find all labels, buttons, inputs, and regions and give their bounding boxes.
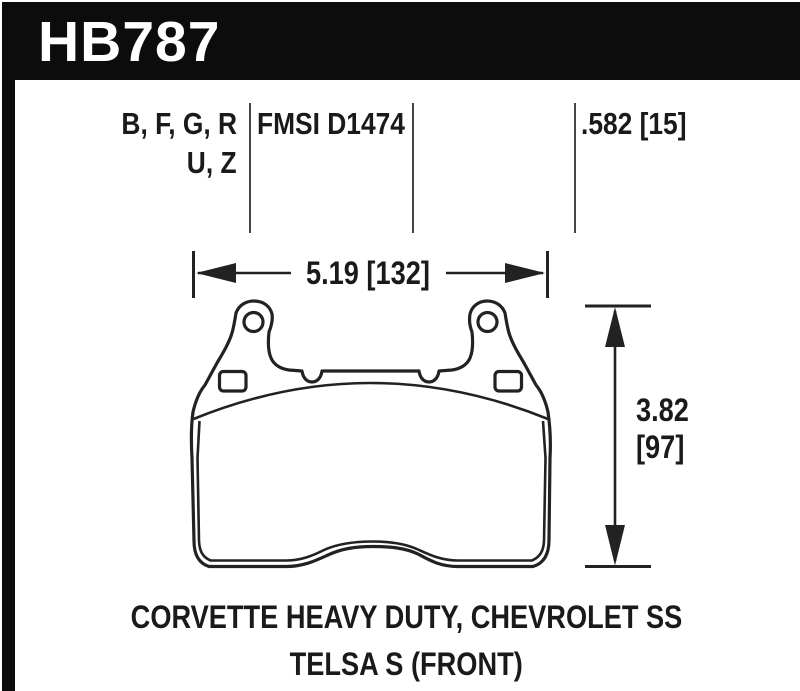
part-number: HB787 [38,10,221,74]
compound-codes-line2: U, Z [187,145,237,180]
application-line2: TELSA S (FRONT) [289,646,523,682]
left-ear-hole [244,313,263,332]
compound-codes-line1: B, F, G, R [121,106,237,141]
fmsi-number: FMSI D1474 [257,106,405,141]
pad-thickness: .582 [15] [581,106,687,141]
left-cutout [220,372,247,392]
pad-outline [191,301,550,567]
width-dimension-label: 5.19 [132] [306,255,430,291]
application-caption [16,594,796,688]
right-cutout [495,372,522,392]
right-ear-hole [478,313,497,332]
height-dimension-value: 3.82 [636,392,689,428]
height-dimension-label [636,392,698,466]
pad-inner-contour [198,421,546,561]
application-line1: CORVETTE HEAVY DUTY, CHEVROLET SS [130,599,682,635]
height-dimension-bracket: [97] [636,429,685,465]
